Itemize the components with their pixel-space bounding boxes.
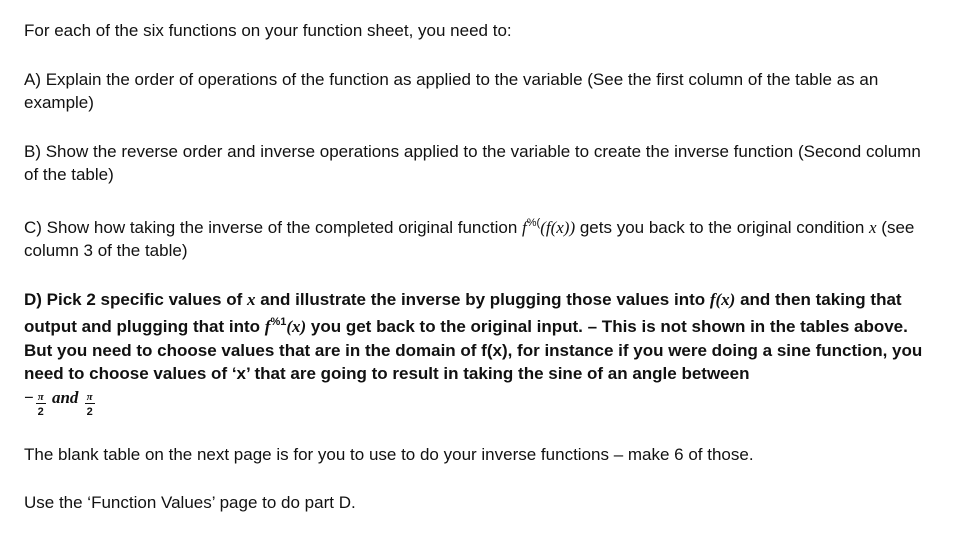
variable-x-d: x (246, 289, 256, 309)
inverse-f-symbol-d: f (264, 317, 271, 336)
and-word: and (47, 387, 83, 407)
fraction-pi-over-2 (85, 391, 95, 418)
part-d-lead: D) Pick 2 specific values of (24, 289, 247, 309)
part-c-text (24, 212, 929, 263)
part-d-second: and illustrate the inverse by plugging those values into (255, 289, 710, 309)
part-a-text: A) Explain the order of operations of the function as applied to the variable (See the first column of the table as an example) (24, 69, 879, 112)
part-c-lead: C) Show how taking the inverse of the completed original function (24, 217, 522, 237)
composition-expression: (f(x)) (540, 217, 576, 237)
fraction-numerator-2: π (86, 390, 93, 403)
part-d-third: and then taking that output and plugging that into (24, 289, 902, 336)
part-d-text (24, 288, 929, 418)
variable-x: x (869, 217, 877, 237)
function-values-text: Use the ‘Function Values’ page to do part D. (24, 493, 356, 512)
intro-text: For each of the six functions on your function sheet, you need to: (24, 21, 512, 40)
fraction-denominator: 2 (37, 405, 44, 418)
part-d-body: you get back to the original input. – This is not shown in the tables above. But you need to choose values that are in the domain of f(x), for instance if you were doing a sine function, you need to choose values of ‘x’ that are going to result in taking the sine of an angle between (24, 317, 923, 383)
fraction-denominator-2: 2 (86, 405, 93, 418)
inverse-superscript: %( (526, 216, 541, 229)
function-argument-x: (x) (286, 317, 307, 336)
inverse-f-symbol: f (522, 217, 527, 237)
minus-sign: − (24, 387, 34, 407)
fraction-neg-pi-over-2 (36, 391, 46, 418)
part-c-tail: (see column 3 of the table) (24, 217, 915, 260)
part-b-text: B) Show the reverse order and inverse operations applied to the variable to create the inverse function (Second column of the table) (24, 141, 921, 184)
part-c-middle: gets you back to the original condition (575, 217, 870, 237)
function-fx: f(x) (709, 289, 736, 309)
inverse-superscript-d: %1 (270, 316, 287, 328)
blank-table-text: The blank table on the next page is for you to use to do your inverse functions – make 6 of those. (24, 444, 754, 464)
fraction-numerator: π (37, 390, 44, 403)
document-body (24, 19, 929, 515)
